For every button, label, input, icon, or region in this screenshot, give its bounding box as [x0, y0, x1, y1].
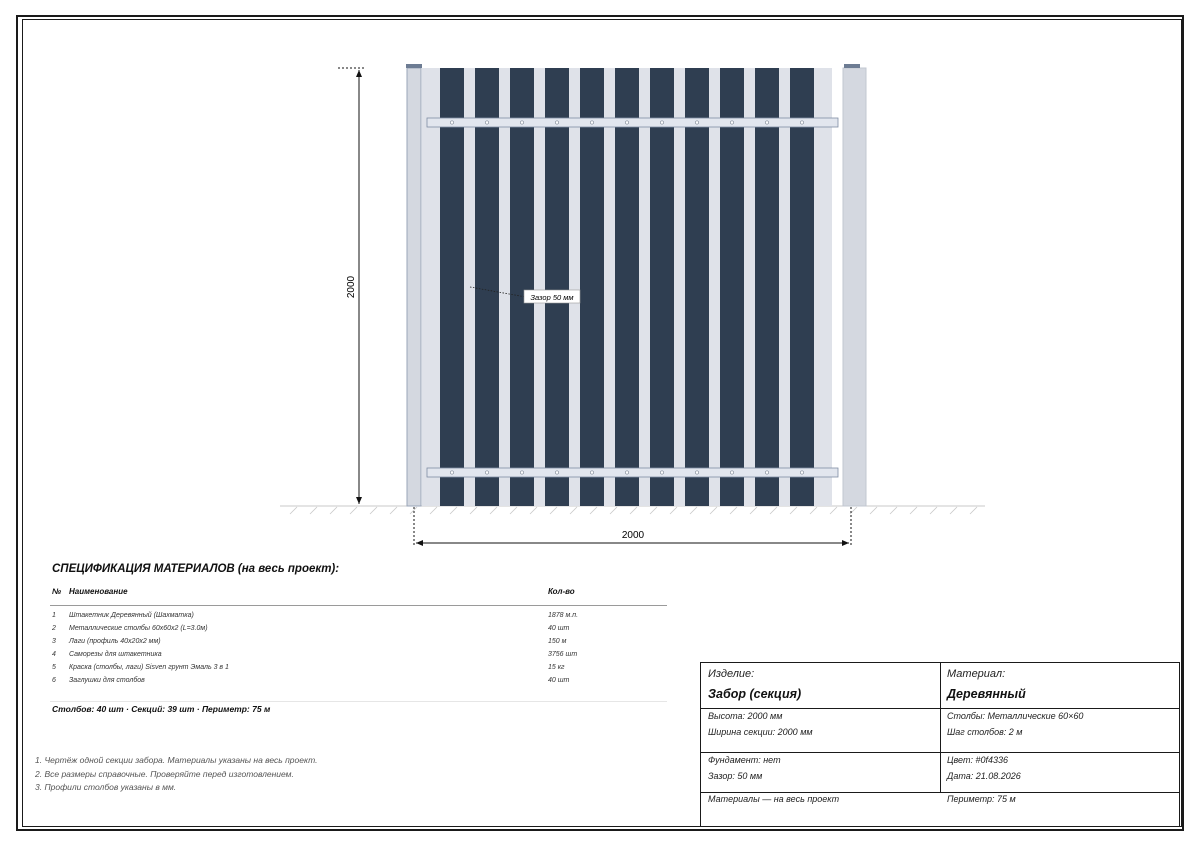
spec-row-name: Саморезы для штакетника	[69, 651, 162, 658]
picket-group	[440, 68, 814, 506]
spec-row-qty: 150 м	[548, 638, 567, 645]
spec-row-qty: 3756 шт	[548, 651, 578, 658]
materials-note: Материалы — на весь проект	[708, 794, 840, 804]
spec-col-number: №	[52, 587, 62, 596]
spec-row-qty: 15 кг	[548, 664, 565, 671]
fastener-dot	[765, 471, 768, 474]
ground-hatch	[690, 507, 697, 514]
fastener-dot	[590, 471, 593, 474]
ground-hatch	[370, 507, 377, 514]
fence-picket	[650, 68, 674, 506]
height-dimension-label: 2000	[346, 275, 357, 299]
title-block-rule	[701, 792, 1179, 793]
spec-row-number: 3	[52, 638, 56, 645]
spec-row-number: 2	[52, 625, 56, 632]
fastener-dot	[800, 471, 803, 474]
material-label: Материал:	[947, 668, 1006, 680]
ground-hatch	[750, 507, 757, 514]
gap-spec: Зазор: 50 мм	[708, 771, 763, 781]
fastener-dot	[485, 121, 488, 124]
spec-summary: Столбов: 40 шт · Секций: 39 шт · Периметр: 75 м	[52, 704, 271, 714]
gap-callout-label: Зазор 50 мм	[530, 293, 574, 302]
ground-hatch	[310, 507, 317, 514]
perimeter-spec: Периметр: 75 м	[947, 794, 1016, 804]
ground-hatch	[530, 507, 537, 514]
ground-hatch	[330, 507, 337, 514]
foundation-spec: Фундамент: нет	[708, 755, 781, 765]
ground-hatch	[810, 507, 817, 514]
ground-hatch	[970, 507, 977, 514]
ground-hatch	[470, 507, 477, 514]
ground-hatch	[630, 507, 637, 514]
ground-hatch	[770, 507, 777, 514]
height-spec: Высота: 2000 мм	[708, 711, 783, 721]
posts-spec: Столбы: Металлические 60×60	[947, 711, 1084, 721]
ground-hatch	[290, 507, 297, 514]
ground-hatch	[590, 507, 597, 514]
title-block-divider	[940, 663, 941, 793]
fastener-dot	[625, 121, 628, 124]
spec-row-name: Лаги (профиль 40x20x2 мм)	[69, 638, 161, 645]
fastener-dot	[730, 121, 733, 124]
ground-hatch	[510, 507, 517, 514]
fence-picket	[790, 68, 814, 506]
spec-row-name: Заглушки для столбов	[69, 677, 145, 684]
fastener-dot	[555, 471, 558, 474]
fastener-dot	[555, 121, 558, 124]
date-spec: Дата: 21.08.2026	[947, 771, 1021, 781]
fence-picket	[755, 68, 779, 506]
post-step-spec: Шаг столбов: 2 м	[947, 727, 1023, 737]
spec-row-qty: 1878 м.п.	[548, 612, 579, 619]
fastener-dot	[695, 121, 698, 124]
fence-picket	[475, 68, 499, 506]
drawing-note: 2. Все размеры справочные. Проверяйте перед изготовлением.	[35, 769, 294, 779]
product-value: Забор (секция)	[708, 687, 802, 701]
ground-hatch	[790, 507, 797, 514]
ground-hatch	[430, 507, 437, 514]
fastener-dot	[520, 471, 523, 474]
drawing-note: 1. Чертёж одной секции забора. Материалы указаны на весь проект.	[35, 755, 318, 765]
fastener-dot	[625, 471, 628, 474]
ground-hatch	[350, 507, 357, 514]
ground-hatch	[390, 507, 397, 514]
right-post-body	[843, 68, 866, 506]
spec-row-name: Металлические столбы 60x60x2 (L=3.0м)	[69, 625, 208, 632]
right-post-cap	[844, 64, 860, 68]
height-dimension	[338, 68, 366, 504]
spec-row-number: 1	[52, 612, 56, 619]
ground-hatch	[870, 507, 877, 514]
title-block	[700, 662, 1180, 827]
material-value: Деревянный	[947, 687, 1026, 701]
fence-picket	[440, 68, 464, 506]
ground-hatch	[670, 507, 677, 514]
ground-hatch	[450, 507, 457, 514]
fastener-dot	[590, 121, 593, 124]
fastener-dot	[485, 471, 488, 474]
drawing-note: 3. Профили столбов указаны в мм.	[35, 782, 177, 792]
spec-row-qty: 40 шт	[548, 625, 570, 632]
fence-picket	[580, 68, 604, 506]
ground-hatch	[890, 507, 897, 514]
ground-line	[280, 506, 985, 514]
ground-hatch	[650, 507, 657, 514]
title-block-rule	[701, 708, 1179, 709]
ground-hatch	[910, 507, 917, 514]
spec-row-qty: 40 шт	[548, 677, 570, 684]
fence-picket	[720, 68, 744, 506]
ground-hatch	[830, 507, 837, 514]
spec-footer-rule	[50, 701, 667, 702]
fastener-dot	[695, 471, 698, 474]
spec-row-number: 6	[52, 677, 56, 684]
ground-hatch	[610, 507, 617, 514]
left-post	[406, 64, 422, 506]
ground-hatch	[570, 507, 577, 514]
ground-hatch	[950, 507, 957, 514]
fence-picket	[615, 68, 639, 506]
spec-title: СПЕЦИФИКАЦИЯ МАТЕРИАЛОВ (на весь проект):	[52, 563, 340, 575]
fastener-dot	[765, 121, 768, 124]
spec-row-number: 5	[52, 664, 56, 671]
ground-hatch	[550, 507, 557, 514]
spec-row-name: Краска (столбы, лаги) Sisven грунт Эмаль 3 в 1	[69, 664, 229, 671]
left-post-body	[407, 68, 421, 506]
fence-picket	[685, 68, 709, 506]
fence-picket	[545, 68, 569, 506]
left-post-cap	[406, 64, 422, 68]
spec-row-name: Штакетник Деревянный (Шахматка)	[69, 612, 194, 619]
width-dimension-label: 2000	[621, 530, 645, 541]
fastener-dot	[450, 121, 453, 124]
fastener-dot	[660, 121, 663, 124]
fence-picket	[510, 68, 534, 506]
product-label: Изделие:	[708, 668, 755, 680]
spec-header-rule	[50, 605, 667, 606]
spec-col-name: Наименование	[69, 587, 128, 596]
ground-hatch	[710, 507, 717, 514]
color-spec: Цвет: #0f4336	[947, 755, 1008, 765]
fastener-dot	[660, 471, 663, 474]
spec-col-qty: Кол-во	[548, 587, 575, 596]
ground-hatch	[730, 507, 737, 514]
ground-hatch	[490, 507, 497, 514]
fastener-dot	[520, 121, 523, 124]
width-spec: Ширина секции: 2000 мм	[708, 727, 813, 737]
fastener-dot	[450, 471, 453, 474]
fastener-dot	[800, 121, 803, 124]
spec-row-number: 4	[52, 651, 56, 658]
right-post	[843, 64, 866, 506]
fastener-dot	[730, 471, 733, 474]
width-dimension	[414, 507, 851, 547]
title-block-rule	[701, 752, 1179, 753]
ground-hatch	[930, 507, 937, 514]
